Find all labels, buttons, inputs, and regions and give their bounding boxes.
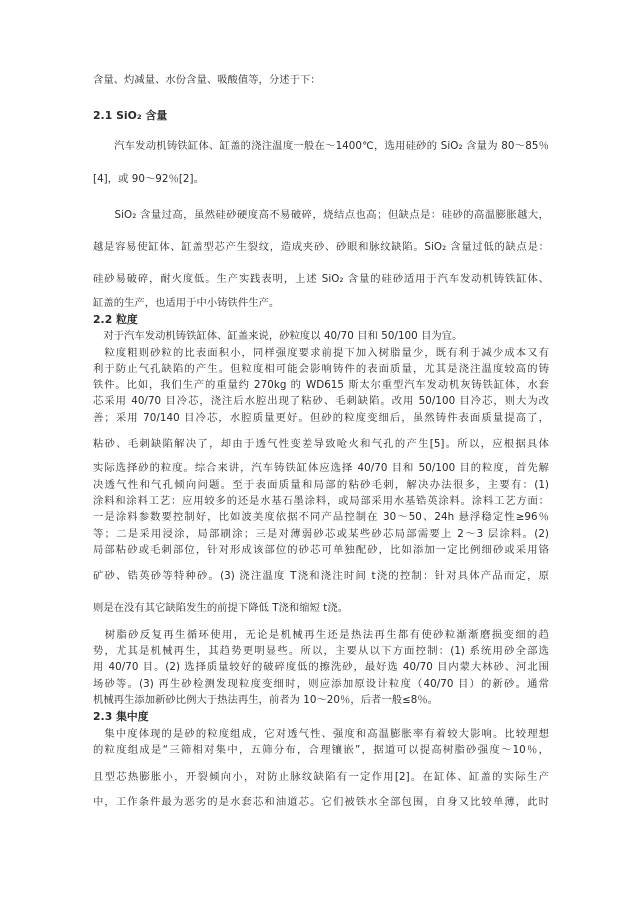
text-line: 粘砂、毛刺缺陷解决了，却由于透气性变差导致呛火和气孔的产生[5]。所以，应根据具体 — [93, 438, 549, 450]
text-line: 硅砂易破碎，耐火度低。生产实践表明，上述 SiO₂ 含量的硅砂适用于汽车发动机铸铁缸体、 — [93, 273, 549, 285]
section-heading-2-2: 2.2 粒度 — [93, 313, 138, 326]
text-line: 决透气性和气孔倾向问题。至于表面质量和局部的粘砂毛刺，解决办法很多，主要有：(1) — [93, 479, 549, 491]
text-line: 的粒度组成是“三筛相对集中，五筛分布，合理镶嵌”，据道可以提高树脂砂强度～10％， — [93, 744, 549, 756]
text-line: 含量、灼减量、水份含量、吸酸值等，分述于下： — [93, 74, 321, 86]
text-line: 善；采用 70/140 目冷芯，水腔质量更好。但砂的粒度变细后，虽然铸件表面质量提高了， — [93, 412, 549, 424]
text-line: 缸盖的生产，也适用于中小铸铁件生产。 — [93, 297, 280, 309]
text-line: 实际选择砂的粒度。综合来讲，汽车铸铁缸体应选择 40/70 目和 50/100 目的粒度，首先解 — [93, 462, 549, 474]
text-line: [4]，或 90～92％[2]。 — [93, 173, 204, 185]
text-line: 利于防止气孔缺陷的产生。但粒度相可能会影响铸件的表面质量，尤其是浇注温度较高的铸 — [93, 363, 549, 375]
text-line: 对于汽车发动机铸铁缸体、缸盖来说，砂粒度以 40/70 目和 50/100 目为宜。 — [93, 330, 463, 342]
text-line: 铁件。比如，我们生产的重量约 270kg 的 WD615 斯太尔重型汽车发动机灰铸铁缸体，水套 — [93, 379, 549, 391]
text-line: 树脂砂反复再生循环使用，无论是机械再生还是热法再生都有使砂粒渐渐磨损变细的趋 — [93, 629, 549, 641]
text-line: 汽车发动机铸铁缸体、缸盖的浇注温度一般在～1400℃，选用硅砂的 SiO₂ 含量为 80～85％ — [93, 140, 549, 152]
text-line: 等；二是采用浸涂，局部刷涂；三是对薄弱砂芯或某些砂芯局部需要上 2～3 层涂料。(2) — [93, 528, 549, 540]
text-line: 局部粘砂或毛刺部位，针对形成该部位的砂芯可单独配砂，比如添加一定比例细砂或采用铬 — [93, 544, 549, 556]
text-line: 场砂等。(3) 再生砂检测发现粒度变细时，则应添加原设计粒度（40/70 目）的新砂。通常 — [93, 678, 549, 690]
text-line: 用 40/70 目。(2) 选择质量较好的破碎度低的擦洗砂，最好选 40/70 目内蒙大林砂、河北围 — [93, 661, 549, 673]
text-line: SiO₂ 含量过高，虽然硅砂硬度高不易破碎，烧结点也高；但缺点是：硅砂的高温膨胀越大， — [93, 209, 549, 221]
text-line: 势，尤其是机械再生，其趋势更明显些。所以，主要从以下方面控制：(1) 系统用砂全部选 — [93, 645, 549, 657]
text-line: 一是涂料参数要控制好，比如波美度依据不同产品控制在 30～50、24h 悬浮稳定性≥96％ — [93, 511, 549, 523]
text-line: 机械再生添加新砂比例大于热法再生，前者为 10～20％，后者一般≤8％。 — [93, 694, 439, 706]
text-line: 中，工作条件最为恶劣的是水套芯和油道芯。它们被铁水全部包围，自身又比较单薄，此时 — [93, 796, 549, 808]
text-line: 且型芯热膨胀小，开裂倾向小，对防止脉纹缺陷有一定作用[2]。在缸体、缸盖的实际生产 — [93, 771, 549, 783]
section-heading-2-3: 2.3 集中度 — [93, 710, 149, 723]
text-line: 芯采用 40/70 目冷芯，浇注后水腔出现了粘砂、毛刺缺陷。改用 50/100 目冷芯，则大为改 — [93, 395, 549, 407]
text-line: 越是容易使缸体、缸盖型芯产生裂纹，造成夹砂、砂眼和脉纹缺陷。SiO₂ 含量过低的缺点是： — [93, 241, 549, 253]
text-line: 矿砂、锆英砂等特种砂。(3) 浇注温度 T浇和浇注时间 t浇的控制：针对具体产品而定，原 — [93, 570, 549, 582]
section-heading-2-1: 2.1 SiO₂ 含量 — [93, 109, 168, 122]
text-line: 粒度粗则砂粒的比表面积小，同样强度要求前提下加入树脂量少，既有利于减少成本又有 — [93, 347, 549, 359]
text-line: 涂料和涂料工艺：应用较多的还是水基石墨涂料，或局部采用水基锆英涂料。涂料工艺方面： — [93, 495, 549, 507]
text-line: 则是在没有其它缺陷发生的前提下降低 T浇和缩短 t浇。 — [93, 602, 349, 614]
text-line: 集中度体现的是砂的粒度组成，它对透气性、强度和高温膨胀率有着较大影响。比较理想 — [93, 728, 549, 740]
